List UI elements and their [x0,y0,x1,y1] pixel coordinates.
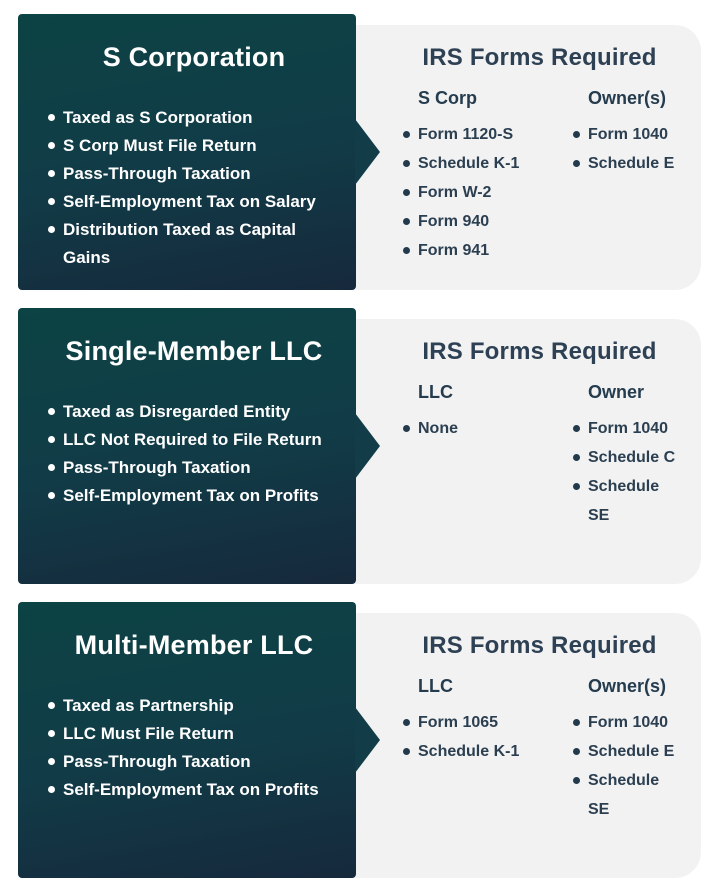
irs-forms-card [320,25,701,290]
list-item: Schedule SE [568,766,681,824]
column-header-s-corp: S Corp [418,88,478,108]
column-header-owner: Owner [588,382,645,402]
list-item: Form 1065 [398,708,568,737]
irs-forms-card [320,613,701,878]
entity-title: Single-Member LLC [65,336,323,366]
list-item: Taxed as Partnership [48,692,340,720]
forms-card-title: IRS Forms Required [422,44,657,71]
list-item: LLC Not Required to File Return [48,426,340,454]
list-item: Self-Employment Tax on Profits [48,482,340,510]
list-item: Taxed as S Corporation [48,104,340,132]
list-item: Pass-Through Taxation [48,748,340,776]
form-list-owners [568,120,681,178]
panel-single-member-llc [18,308,702,584]
list-item: Taxed as Disregarded Entity [48,398,340,426]
list-item: Pass-Through Taxation [48,454,340,482]
forms-column-entity [398,381,568,530]
list-item: Pass-Through Taxation [48,160,340,188]
list-item: Schedule E [568,149,681,178]
forms-columns [398,87,681,265]
list-item: LLC Must File Return [48,720,340,748]
entity-feature-list [48,104,340,272]
form-list-s-corp [398,120,568,265]
list-item: None [398,414,568,443]
forms-columns [398,381,681,530]
forms-column-owner [568,87,681,265]
column-header-owners: Owner(s) [588,676,667,696]
list-item: Schedule E [568,737,681,766]
entity-feature-list [48,692,340,804]
list-item: Form 1040 [568,120,681,149]
entity-title: Multi-Member LLC [74,630,314,660]
forms-column-owner [568,675,681,824]
entity-feature-list [48,398,340,510]
list-item: S Corp Must File Return [48,132,340,160]
column-header-llc: LLC [418,676,453,696]
list-item: Schedule K-1 [398,149,568,178]
list-item: Form W-2 [398,178,568,207]
form-list-owner [568,414,681,530]
entity-panel-s-corporation [18,14,356,290]
forms-column-entity [398,675,568,824]
forms-column-owner [568,381,681,530]
entity-panel-single-member-llc [18,308,356,584]
list-item: Schedule SE [568,472,681,530]
column-header-llc: LLC [418,382,453,402]
forms-card-title: IRS Forms Required [422,338,657,365]
list-item: Form 940 [398,207,568,236]
list-item: Schedule C [568,443,681,472]
list-item: Form 1040 [568,414,681,443]
form-list-llc [398,708,568,766]
list-item: Schedule K-1 [398,737,568,766]
entity-title: S Corporation [102,42,286,72]
list-item: Form 941 [398,236,568,265]
forms-column-entity [398,87,568,265]
forms-columns [398,675,681,824]
irs-forms-card [320,319,701,584]
list-item: Distribution Taxed as Capital Gains [48,216,340,272]
list-item: Form 1120-S [398,120,568,149]
panel-multi-member-llc [18,602,702,878]
entity-panel-multi-member-llc [18,602,356,878]
panel-s-corporation [18,14,702,290]
form-list-llc [398,414,568,443]
forms-card-title: IRS Forms Required [422,632,657,659]
list-item: Form 1040 [568,708,681,737]
list-item: Self-Employment Tax on Salary [48,188,340,216]
column-header-owners: Owner(s) [588,88,667,108]
list-item: Self-Employment Tax on Profits [48,776,340,804]
form-list-owners [568,708,681,824]
